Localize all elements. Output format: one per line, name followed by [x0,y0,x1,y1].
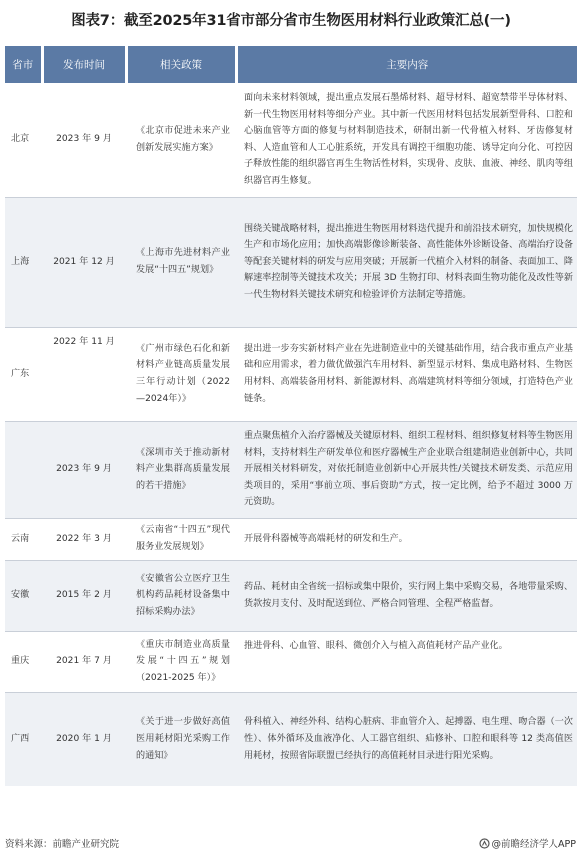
table-row [5,518,577,560]
cell-content: 药品、耗材由全省统一招标或集中限价，实行网上集中采购交易，各地带量采购、货款按月支付、及时配送到位、严格合同管理、全程严格监督。 [236,560,577,631]
policy-table [5,46,577,786]
cell-province: 云南 [5,518,42,560]
cell-policy: 《上海市先进材料产业发展“十四五”规划》 [126,197,236,327]
table-title: 图表7：截至2025年31省市部分省市生物医用材料行业政策汇总(一) [71,13,511,29]
cell-policy: 《广州市绿色石化和新材料产业链高质量发展三年行动计划（2022—2024年）》 [126,327,236,421]
brand-label: @前瞻经济学人APP [491,839,576,850]
cell-content: 围绕关键战略材料，提出推进生物医用材料迭代提升和前沿技术研究，加快规模化生产和市场化应用；加快高端影像诊断装备、高性能体外诊断设备、高端治疗设备等配套关键材料的研发与应用突破；开展新一代植介入材料的制备、表面加工、降解速率控制等关键技术攻关；开展 3D 生物打印、材料表面生物功能化及改性等新一代生物材料关键技术研究和检验评价方法制定等措施。 [236,197,577,327]
cell-date: 2022 年 11 月 [42,327,126,421]
cell-content: 面向未来材料领域，提出重点发展石墨烯材料、超导材料、超宽禁带半导体材料、新一代生物医用材料等细分产业。其中新一代医用材料包括发展新型骨科、口腔和心脑血管等方面的修复与材料制造技术，研制出新一代骨植入材料、牙齿修复材料、人造血管和人工心脏系统，开发具有调控干细胞功能、诱导定向分化、可控因子释放性能的组织器官再生生物活性材料，实现骨、皮肤、血液、神经、肌肉等组织器官再生修复。 [236,83,577,197]
cell-province: 广东 [5,327,42,421]
cell-date: 2020 年 1 月 [42,692,126,786]
cell-content: 推进骨科、心血管、眼科、微创介入与植入高值耗材产品产业化。 [236,631,577,692]
cell-province: 广西 [5,692,42,786]
table-row [5,421,577,518]
source-note: 资料来源：前瞻产业研究院 [5,839,120,850]
table-row [5,83,577,197]
header-policy: 相关政策 [126,46,236,83]
cell-date: 2021 年 12 月 [42,197,126,327]
cell-province: 北京 [5,83,42,197]
cell-content: 重点聚焦植介入治疗器械及关键原材料、组织工程材料、组织修复材料等生物医用材料，支持材料生产研发单位和医疗器械生产企业联合组建制造业创新中心，共同开展相关材料研发，对依托制造业创新中心开展共性/关键技术研发类、示范应用类项目的，采用“事前立项、事后资助”方式，按一定比例，给予不超过 3000 万元资助。 [236,421,577,518]
cell-policy: 《安徽省公立医疗卫生机构药品耗材设备集中招标采购办法》 [126,560,236,631]
cell-province: 安徽 [5,560,42,631]
table-row [5,197,577,327]
cell-content: 开展骨科器械等高端耗材的研发和生产。 [236,518,577,560]
cell-date: 2015 年 2 月 [42,560,126,631]
table-header-row [5,46,577,83]
cell-province [5,421,42,518]
footer [5,836,576,854]
table-row [5,692,577,786]
table-row [5,631,577,692]
header-province: 省市 [5,46,42,83]
cell-policy: 《重庆市制造业高质量发展“十四五”规划（2021-2025 年）》 [126,631,236,692]
cell-province: 重庆 [5,631,42,692]
header-date: 发布时间 [42,46,126,83]
brand-credit [479,836,576,850]
table-row [5,560,577,631]
cell-policy: 《北京市促进未来产业创新发展实施方案》 [126,83,236,197]
cell-policy: 《关于进一步做好高值医用耗材阳光采购工作的通知》 [126,692,236,786]
cell-province: 上海 [5,197,42,327]
cell-date: 2022 年 3 月 [42,518,126,560]
table-row [5,327,577,421]
cell-date: 2023 年 9 月 [42,421,126,518]
cell-content: 提出进一步夯实新材料产业在先进制造业中的关键基础作用，结合我市重点产业基础和应用需求，着力做优做强汽车用材料、新型显示材料、集成电路材料、生物医用材料、高端装备用材料、新能源材料、高端建筑材料等细分领域，打造特色产业链条。 [236,327,577,421]
cell-date: 2023 年 9 月 [42,83,126,197]
header-content: 主要内容 [236,46,577,83]
cell-policy: 《深圳市关于推动新材料产业集群高质量发展的若干措施》 [126,421,236,518]
cell-policy: 《云南省“十四五”现代服务业发展规划》 [126,518,236,560]
cell-content: 骨科植入、神经外科、结构心脏病、非血管介入、起搏器、电生理、吻合器（一次性）、体外循环及血液净化、人工器官组织、疝修补、口腔和眼科等 12 类高值医用耗材，按照省际联盟已经执行的高值耗材目录进行阳光采购。 [236,692,577,786]
cell-date: 2021 年 7 月 [42,631,126,692]
brand-logo-icon [479,838,490,849]
